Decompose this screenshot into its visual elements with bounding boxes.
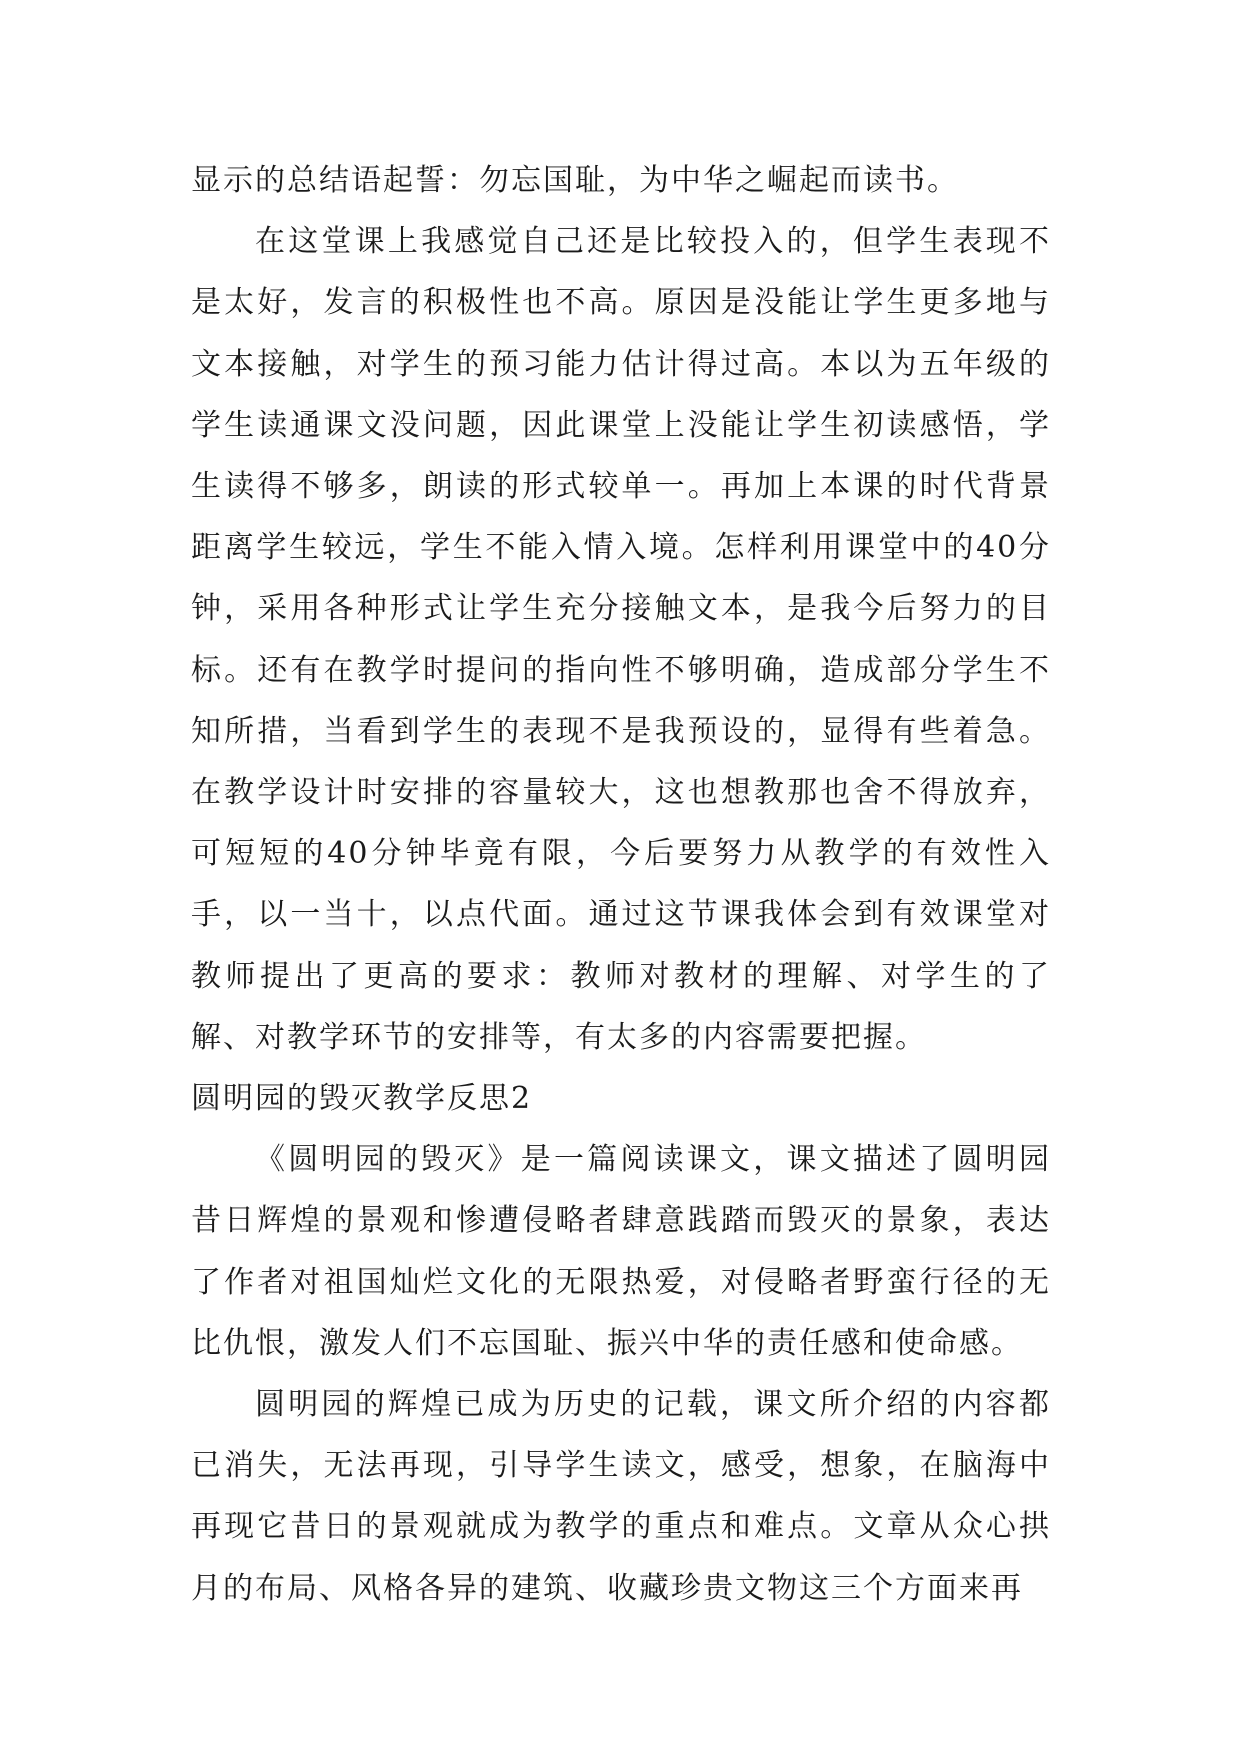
- document-body: [191, 150, 1051, 1619]
- paragraph-reflection-2-intro: 《圆明园的毁灭》是一篇阅读课文，课文描述了圆明园昔日辉煌的景观和惨遭侵略者肆意践踏而毁灭的景象，表达了作者对祖国灿烂文化的无限热爱，对侵略者野蛮行径的无比仇恨，激发人们不忘国耻、振兴中华的责任感和使命感。: [191, 1142, 1051, 1361]
- paragraph-reflection-2-body: 圆明园的辉煌已成为历史的记载，课文所介绍的内容都已消失，无法再现，引导学生读文，感受，想象，在脑海中再现它昔日的景观就成为教学的重点和难点。文章从众心拱月的布局、风格各异的建筑、收藏珍贵文物这三个方面来再: [191, 1387, 1051, 1606]
- paragraph-reflection-1: 在这堂课上我感觉自己还是比较投入的，但学生表现不是太好，发言的积极性也不高。原因是没能让学生更多地与文本接触，对学生的预习能力估计得过高。本以为五年级的学生读通课文没问题，因此课堂上没能让学生初读感悟，学生读得不够多，朗读的形式较单一。再加上本课的时代背景距离学生较远，学生不能入情入境。怎样利用课堂中的40分钟，采用各种形式让学生充分接触文本，是我今后努力的目标。还有在教学时提问的指向性不够明确，造成部分学生不知所措，当看到学生的表现不是我预设的，显得有些着急。在教学设计时安排的容量较大，这也想教那也舍不得放弃，可短短的40分钟毕竟有限，今后要努力从教学的有效性入手，以一当十，以点代面。通过这节课我体会到有效课堂对教师提出了更高的要求：教师对教材的理解、对学生的了解、对教学环节的安排等，有太多的内容需要把握。: [191, 224, 1051, 1055]
- paragraph-continuation: 显示的总结语起誓：勿忘国耻，为中华之崛起而读书。: [191, 163, 959, 198]
- section-title: 圆明园的毁灭教学反思2: [191, 1081, 533, 1117]
